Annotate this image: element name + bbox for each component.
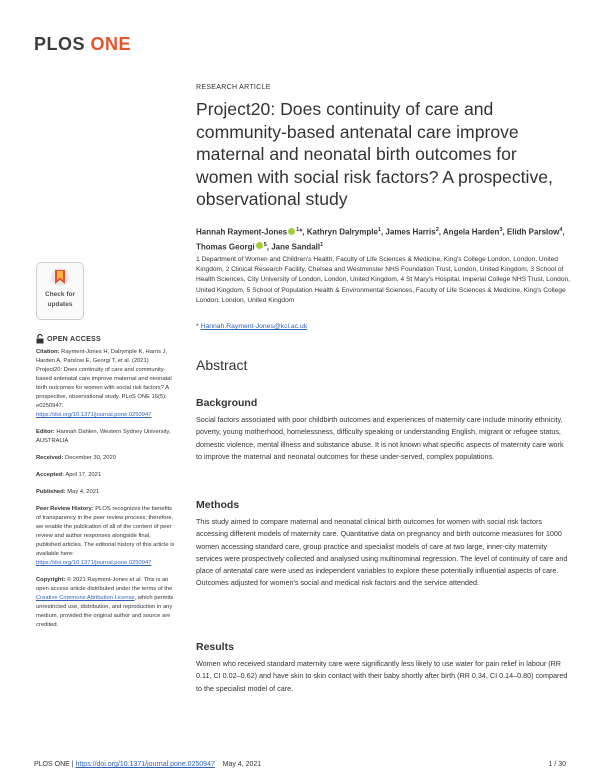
corresponding-author [196,323,307,330]
open-lock-icon [36,334,44,344]
open-access-label: OPEN ACCESS [36,334,176,344]
results-text: Women who received standard maternity care were significantly less likely to use water for pain relief in labour (RR 0.11, CI 0.02–0.62) and have skin to skin contact with their baby shortly after birth (RR 0.34, CI 0.14–0.80) compared to the specialist model of care. [196,659,568,693]
author-name: Hannah Rayment-Jones [196,227,288,237]
footer-date: May 4, 2021 [222,761,262,768]
orcid-icon[interactable] [288,228,295,235]
journal-logo [34,34,131,55]
author-name: Kathryn Dalrymple [306,227,378,237]
peer-review-link[interactable]: https://doi.org/10.1371/journal.pone.0250947 [36,560,152,566]
methods-heading: Methods [196,499,240,511]
author-name: Angela Harden [442,227,500,237]
results-heading: Results [196,641,234,653]
author-affiliation-number: 1 [320,241,324,248]
badge-line1: Check for [45,291,75,298]
orcid-icon[interactable] [256,242,263,249]
article-title: Project20: Does continuity of care and community-based antenatal care improve maternal and neonatal birth outcomes for women with social risk factors? A prospective, observational study [196,99,553,210]
logo-plos: PLOS [34,34,86,54]
peer-review-history: Peer Review History: PLOS recognizes the benefits of transparency in the peer review process; therefore, we enable the publication of all of the content of peer review and author responses alongside final, published articles. The editorial history of this article is available here: https://doi.org/10.1371/journal.pone.0250947 [36,506,175,566]
background-heading: Background [196,397,258,409]
license-link[interactable]: Creative Commons Attribution License [36,595,135,601]
copyright: Copyright: © 2021 Rayment-Jones et al. This is an open access article distributed under the terms of the Creative Commons Attribution License, which permits unrestricted use, distribution, and reproduction in any medium, provided the original author and source are credited. [36,577,174,628]
published-date: Published: May 4, 2021 [36,489,100,495]
author-affiliation-number: 1 [377,227,381,233]
badge-line2: updates [47,300,73,308]
author-name: Jane Sandall [271,242,321,252]
accepted-date: Accepted: April 17, 2021 [36,472,102,478]
article-type: RESEARCH ARTICLE [196,84,271,91]
email-link[interactable]: Hannah.Rayment-Jones@kcl.ac.uk [200,323,308,330]
check-for-updates-badge[interactable] [36,262,84,320]
citation-doi-link[interactable]: https://doi.org/10.1371/journal.pone.0250947 [36,412,152,418]
author-list: Hannah Rayment-Jones $^1$*, Kathryn Dalrymple$^1$, James Harris$^2$, Angela Harden$^3$, Elidh Parslow$^4$, Thomas Georgi $^5$, Jane Sandall$^1$ [196,227,565,252]
abstract-heading: Abstract [196,357,248,373]
author-affiliation-number: 1 [296,227,300,233]
footer-doi-link[interactable]: https://doi.org/10.1371/journal.pone.0250947 [75,761,215,768]
author-affiliation-number: 3 [499,227,503,233]
author-name: Thomas Georgi [196,242,255,252]
affiliations: 1 Department of Women and Children's Health, Faculty of Life Sciences & Medicine, King's College London, London, United Kingdom, 2 Clinical Research Facility, Chelsea and Westminster NHS Foundation Trust, London, United Kingdom, 3 School of Health Sciences, City University of London, London, United Kingdom, 4 St Mary's Hospital, Imperial College NHS Trust, London, United Kingdom, 5 School of Population Health & Environmental Sciences, Faculty of Life Sciences & Medicine, King's College London, London, United Kingdom [196,256,570,304]
methods-text: This study aimed to compare maternal and neonatal clinical birth outcomes for women with social risk factors accessing different models of maternity care. Quantitative data on pregnancy and birth outcome measures for 1000 women accessing standard care, group practice and specialist models of care at two large, inner-city maternity services were prospectively collected and analysed using multinominal regression. The level of continuity of care and place of antenatal care were used as independent variables to explore these potentially influential aspects of care. Outcomes adjusted for women's social and medical risk factors and the service attended. [196,517,568,588]
citation: Citation: Rayment-Jones H, Dalrymple K, Harris J, Harden A, Parslow E, Georgi T, et al. (2021) Project20: Does continuity of care and community-based antenatal care improve maternal and neonatal birth outcomes for women with social risk factors? A prospective, observational study. PLoS ONE 16(5): e0250947. https://doi.org/10.1371/journal.pone.0250947 [36,349,172,418]
background-text: Social factors associated with poor childbirth outcomes and experiences of maternity care include minority ethnicity, poverty, young motherhood, homelessness, difficulty speaking or understanding English, migrant or refugee status, domestic violence, mental illness and substance abuse. It is not known what specific aspects of maternity care work to improve the maternal and neonatal outcomes for these under-served, complex populations. [196,415,564,461]
author-affiliation-number: 2 [435,227,439,233]
page-number: 1 / 30 [548,761,566,768]
bookmark-icon [50,267,70,289]
author-affiliation-number: 4 [559,227,563,233]
received-date: Received: December 30, 2020 [36,455,116,461]
editor: Editor: Hannah Dahlen, Western Sydney University, AUSTRALIA [36,429,171,444]
logo-one: ONE [90,34,132,54]
author-affiliation-number: 5 [263,241,267,248]
author-name: James Harris [385,227,436,237]
page-footer: PLOS ONE | https://doi.org/10.1371/journal.pone.0250947 May 4, 2021 1 / 30 [34,761,566,768]
author-name: Elidh Parslow [506,227,560,237]
footer-journal: PLOS ONE [34,761,70,768]
article-sidebar [36,334,176,638]
corresponding-marker: * [196,323,201,330]
